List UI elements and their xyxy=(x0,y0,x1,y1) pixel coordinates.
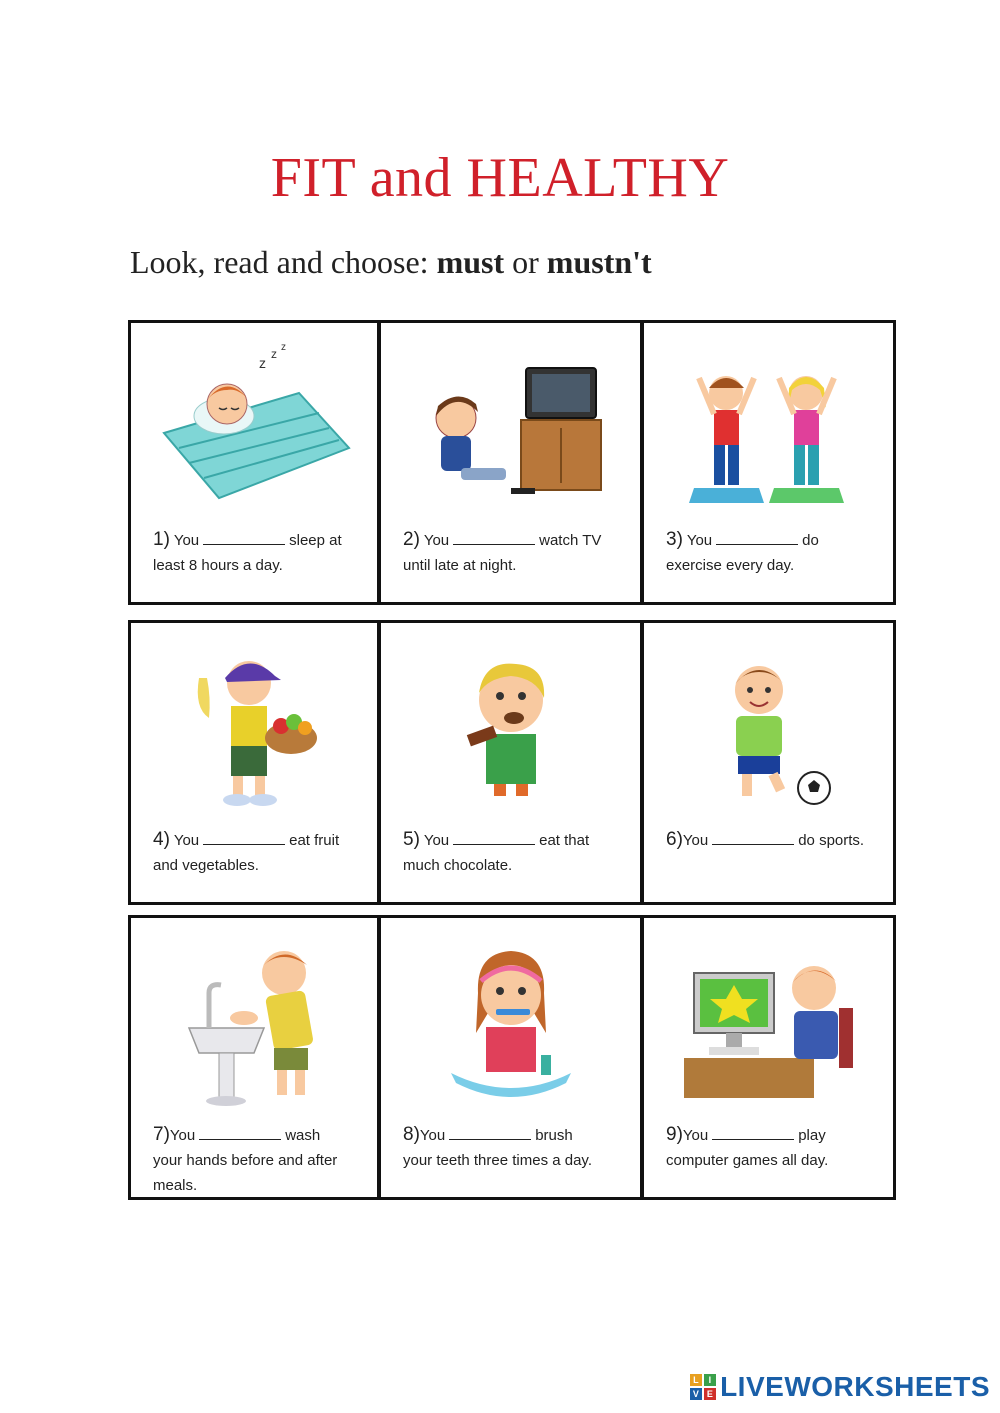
sentence-5: 5) You eat that much chocolate. xyxy=(403,829,590,874)
sentence-4: 4) You eat fruit and vegetables. xyxy=(153,829,340,874)
boy-eating-chocolate-icon xyxy=(381,633,640,823)
answer-blank-4[interactable] xyxy=(203,832,285,845)
answer-blank-6[interactable] xyxy=(712,832,794,845)
exercise-cell-5 xyxy=(378,620,643,905)
svg-text:z: z xyxy=(271,347,277,361)
liveworksheets-logo[interactable] xyxy=(690,1371,990,1403)
answer-blank-9[interactable] xyxy=(712,1127,794,1140)
logo-text: LIVEWORKSHEETS xyxy=(720,1371,990,1402)
answer-blank-3[interactable] xyxy=(716,532,798,545)
children-exercising-icon xyxy=(644,333,893,523)
instructions-joiner: or xyxy=(504,244,547,280)
answer-blank-7[interactable] xyxy=(199,1127,281,1140)
instructions xyxy=(130,244,652,281)
option-mustnt: mustn't xyxy=(546,244,652,280)
exercise-cell-6 xyxy=(641,620,896,905)
girl-brushing-teeth-icon xyxy=(381,928,640,1118)
sentence-8: 8)You brush your teeth three times a day. xyxy=(403,1124,592,1169)
sentence-6: 6)You do sports. xyxy=(666,829,865,850)
logo-mark-icon: L I V E xyxy=(690,1374,716,1400)
boy-at-computer-icon xyxy=(644,928,893,1118)
svg-text:z: z xyxy=(281,342,286,353)
sentence-2: 2) You watch TV until late at night. xyxy=(403,529,602,574)
sentence-3: 3) You do exercise every day. xyxy=(666,529,819,574)
answer-blank-5[interactable] xyxy=(453,832,535,845)
exercise-cell-3 xyxy=(641,320,896,605)
answer-blank-2[interactable] xyxy=(453,532,535,545)
answer-blank-1[interactable] xyxy=(203,532,285,545)
boy-washing-hands-icon xyxy=(131,928,377,1118)
exercise-cell-9 xyxy=(641,915,896,1200)
option-must: must xyxy=(436,244,505,280)
exercise-cell-8 xyxy=(378,915,643,1200)
boy-with-fruit-icon xyxy=(131,633,377,823)
boy-playing-football-icon xyxy=(644,633,893,823)
exercise-cell-4 xyxy=(128,620,380,905)
instructions-prefix: Look, read and choose: xyxy=(130,244,437,280)
exercise-cell-7 xyxy=(128,915,380,1200)
exercise-cell-1 xyxy=(128,320,380,605)
exercise-cell-2 xyxy=(378,320,643,605)
sentence-7: 7)You wash your hands before and after meals. xyxy=(153,1124,338,1194)
sentence-9: 9)You play computer games all day. xyxy=(666,1124,829,1169)
sleeping-child-icon xyxy=(131,333,377,523)
answer-blank-8[interactable] xyxy=(449,1127,531,1140)
svg-text:z: z xyxy=(259,355,266,371)
child-watching-tv-icon xyxy=(381,333,640,523)
worksheet-title: FIT and HEALTHY xyxy=(270,147,730,209)
sentence-1: 1) You sleep at least 8 hours a day. xyxy=(153,529,342,574)
exercise-grid xyxy=(128,320,896,1200)
